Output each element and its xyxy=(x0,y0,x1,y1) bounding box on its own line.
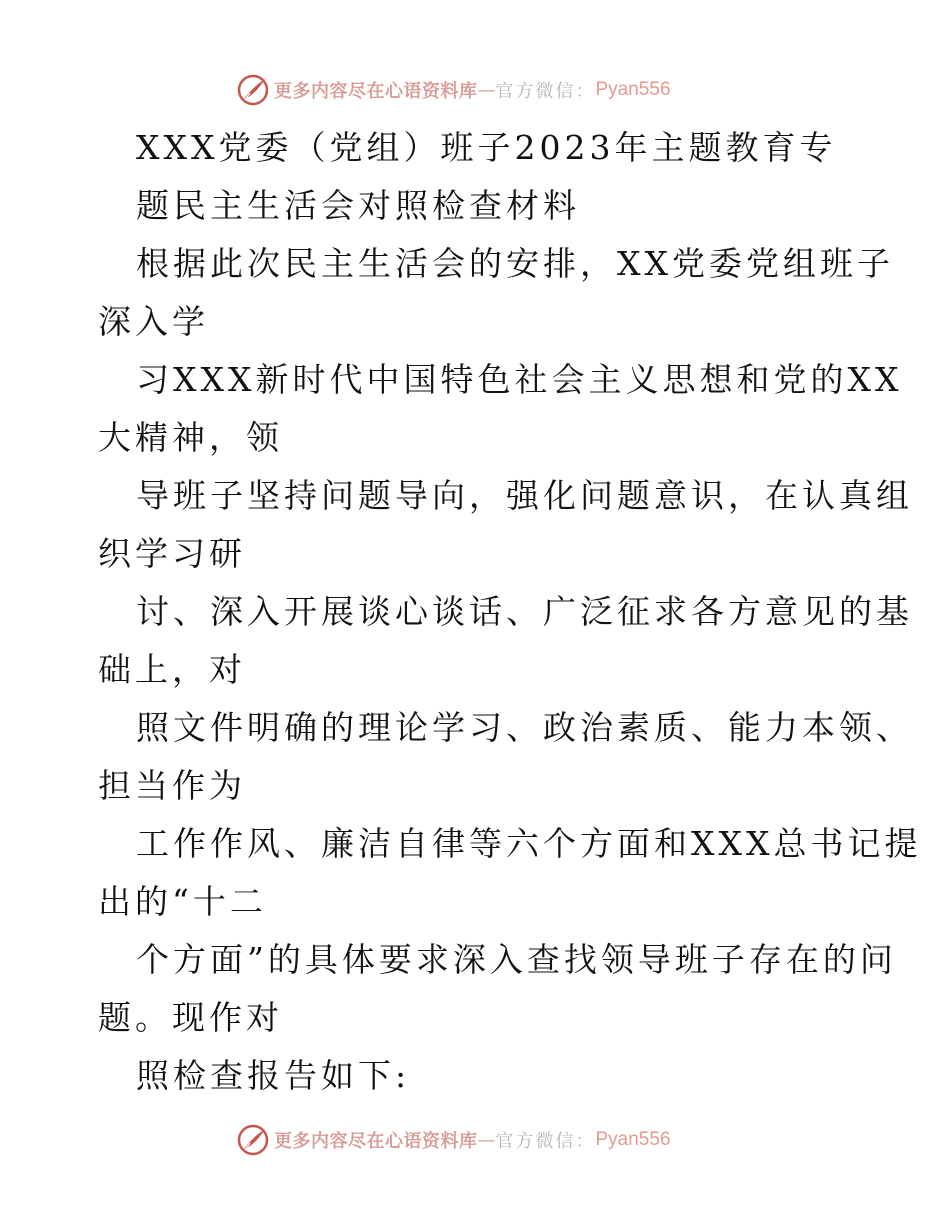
document-title-line-1: XXX党委（党组）班子2023年主题教育专 xyxy=(136,128,837,167)
paragraph-line: 担当作为 xyxy=(98,766,246,805)
paragraph-line: 讨、深入开展谈心谈话、广泛征求各方意见的基 xyxy=(136,592,913,631)
paragraph-line: 大精神，领 xyxy=(98,418,283,457)
watermark-wechat-id: Pyan556 xyxy=(595,1129,671,1150)
watermark-separator: — xyxy=(477,1129,496,1151)
header-watermark xyxy=(236,72,671,108)
paragraph-line: 出的“十二 xyxy=(98,882,267,921)
paragraph-line: 根据此次民主生活会的安排，XX党委党组班子 xyxy=(136,244,894,283)
paragraph-line: 照文件明确的理论学习、政治素质、能力本领、 xyxy=(136,708,913,747)
paragraph-line: 习XXX新时代中国特色社会主义思想和党的XX xyxy=(136,360,903,399)
watermark-separator: — xyxy=(477,79,496,101)
paragraph-line: 础上，对 xyxy=(98,650,246,689)
paragraph-line: 织学习研 xyxy=(98,534,246,573)
watermark-wechat-label: 官方微信： xyxy=(495,1131,596,1152)
paragraph-line: 个方面”的具体要求深入查找领导班子存在的问 xyxy=(136,940,897,979)
watermark-site-text: 更多内容尽在心语资料库 xyxy=(274,81,478,102)
watermark-wechat-label: 官方微信： xyxy=(495,81,596,102)
paragraph-line: 深入学 xyxy=(98,302,209,341)
watermark-site-text: 更多内容尽在心语资料库 xyxy=(274,1131,478,1152)
quill-circle-logo-icon xyxy=(236,1123,270,1157)
document-title-line-2: 题民主生活会对照检查材料 xyxy=(136,186,580,225)
paragraph-line: 照检查报告如下: xyxy=(136,1056,411,1095)
paragraph-line: 工作作风、廉洁自律等六个方面和XXX总书记提 xyxy=(136,824,922,863)
footer-watermark xyxy=(236,1122,671,1158)
paragraph-line: 题。现作对 xyxy=(98,998,283,1037)
paragraph-line: 导班子坚持问题导向，强化问题意识，在认真组 xyxy=(136,476,913,515)
quill-circle-logo-icon xyxy=(236,73,270,107)
watermark-wechat-id: Pyan556 xyxy=(595,79,671,100)
